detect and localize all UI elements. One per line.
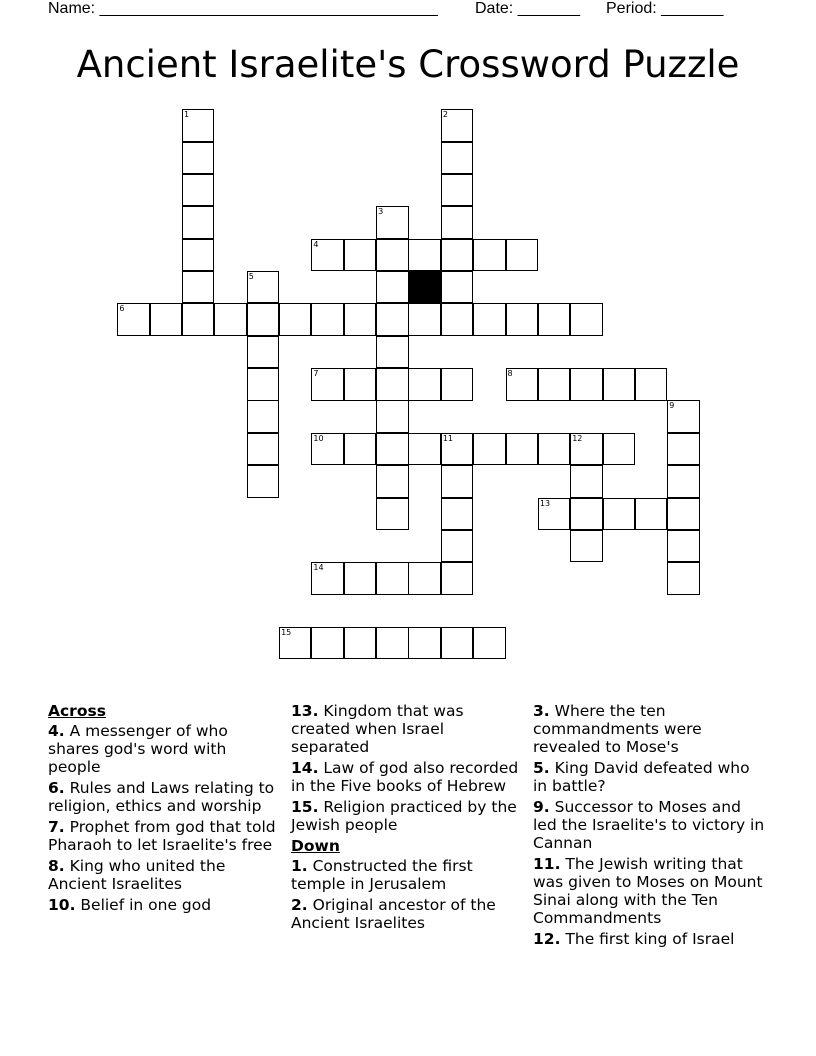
clue-number: 9 xyxy=(669,401,675,411)
grid-cell[interactable] xyxy=(376,368,408,400)
grid-cell[interactable] xyxy=(279,303,311,335)
grid-cell[interactable] xyxy=(667,433,699,465)
clue-number: 4 xyxy=(313,239,319,249)
grid-cell[interactable] xyxy=(635,498,667,530)
grid-cell[interactable] xyxy=(667,562,699,594)
grid-cell[interactable] xyxy=(570,433,602,465)
clue-item xyxy=(291,702,523,756)
grid-cell[interactable] xyxy=(441,498,473,530)
clue-number-label: 7. xyxy=(48,818,65,836)
clue-item xyxy=(48,818,280,854)
name-field[interactable]: Name: ______________________________________ xyxy=(48,0,438,17)
grid-cell[interactable] xyxy=(182,109,214,141)
clue-item xyxy=(533,759,765,795)
grid-cell[interactable] xyxy=(441,368,473,400)
grid-cell[interactable] xyxy=(376,303,408,335)
puzzle-title: Ancient Israelite's Crossword Puzzle xyxy=(76,43,740,86)
clue-column-2 xyxy=(291,702,523,935)
grid-cell[interactable] xyxy=(311,627,343,659)
grid-cell[interactable] xyxy=(247,368,279,400)
grid-cell[interactable] xyxy=(667,465,699,497)
grid-cell[interactable] xyxy=(441,303,473,335)
grid-cell[interactable] xyxy=(538,368,570,400)
grid-cell[interactable] xyxy=(570,368,602,400)
grid-cell[interactable] xyxy=(247,400,279,432)
grid-cell[interactable] xyxy=(376,433,408,465)
grid-cell[interactable] xyxy=(570,303,602,335)
grid-cell[interactable] xyxy=(117,303,149,335)
grid-cell[interactable] xyxy=(376,400,408,432)
grid-cell[interactable] xyxy=(441,206,473,238)
grid-cell[interactable] xyxy=(311,368,343,400)
grid-cell[interactable] xyxy=(344,239,376,271)
date-field[interactable]: Date: _______ xyxy=(475,0,580,17)
grid-cell[interactable] xyxy=(408,368,440,400)
grid-cell[interactable] xyxy=(376,239,408,271)
grid-cell[interactable] xyxy=(667,530,699,562)
grid-cell[interactable] xyxy=(150,303,182,335)
grid-cell[interactable] xyxy=(441,142,473,174)
grid-cell[interactable] xyxy=(376,271,408,303)
grid-cell[interactable] xyxy=(506,368,538,400)
grid-cell[interactable] xyxy=(376,465,408,497)
clue-number: 12 xyxy=(572,433,583,443)
grid-cell[interactable] xyxy=(603,498,635,530)
grid-cell[interactable] xyxy=(182,174,214,206)
clue-number: 10 xyxy=(313,433,324,443)
grid-cell[interactable] xyxy=(538,433,570,465)
grid-cell[interactable] xyxy=(473,433,505,465)
grid-cell[interactable] xyxy=(344,562,376,594)
period-field[interactable]: Period: _______ xyxy=(606,0,724,17)
clue-number-label: 12. xyxy=(533,930,561,948)
grid-cell[interactable] xyxy=(667,498,699,530)
clue-number-label: 4. xyxy=(48,722,65,740)
clue-item xyxy=(48,722,280,776)
clue-number: 5 xyxy=(248,272,254,282)
grid-cell[interactable] xyxy=(538,498,570,530)
clue-number-label: 8. xyxy=(48,857,65,875)
clue-item xyxy=(533,930,765,948)
clue-number-label: 1. xyxy=(291,857,308,875)
grid-cell[interactable] xyxy=(506,303,538,335)
across-heading: Across xyxy=(48,702,106,720)
grid-cell[interactable] xyxy=(182,303,214,335)
clue-item xyxy=(533,702,765,756)
clue-text: King who united the Ancient Israelites xyxy=(48,857,226,893)
grid-cell[interactable] xyxy=(376,627,408,659)
clue-text: Where the ten commandments were revealed to Mose's xyxy=(533,702,702,756)
clue-number-label: 13. xyxy=(291,702,319,720)
clue-item xyxy=(291,759,523,795)
grid-cell[interactable] xyxy=(311,303,343,335)
clue-item xyxy=(48,896,280,914)
clue-text: Religion practiced by the Jewish people xyxy=(291,798,517,834)
grid-cell[interactable] xyxy=(311,239,343,271)
grid-cell[interactable] xyxy=(441,433,473,465)
clue-number: 14 xyxy=(313,563,324,573)
grid-cell[interactable] xyxy=(344,627,376,659)
clue-item xyxy=(48,779,280,815)
clue-item xyxy=(291,896,523,932)
grid-cell[interactable] xyxy=(344,433,376,465)
grid-cell[interactable] xyxy=(441,465,473,497)
clue-number-label: 3. xyxy=(533,702,550,720)
grid-cell[interactable] xyxy=(311,562,343,594)
clue-text: Constructed the first temple in Jerusalem xyxy=(291,857,473,893)
clue-number-label: 15. xyxy=(291,798,319,816)
grid-cell[interactable] xyxy=(344,368,376,400)
clue-text: A messenger of who shares god's word with people xyxy=(48,722,228,776)
clue-item xyxy=(48,857,280,893)
clue-text: Law of god also recorded in the Five books of Hebrew xyxy=(291,759,519,795)
clue-number-label: 6. xyxy=(48,779,65,797)
clue-text: Original ancestor of the Ancient Israelites xyxy=(291,896,496,932)
grid-cell[interactable] xyxy=(473,303,505,335)
clue-item xyxy=(533,798,765,852)
clue-text: The Jewish writing that was given to Moses on Mount Sinai along with the Ten Commandments xyxy=(533,855,763,927)
clue-number: 7 xyxy=(313,369,319,379)
down-heading: Down xyxy=(291,837,340,855)
clue-number: 15 xyxy=(281,627,292,637)
clue-number-label: 10. xyxy=(48,896,76,914)
clue-number-label: 2. xyxy=(291,896,308,914)
clue-item xyxy=(291,857,523,893)
grid-cell[interactable] xyxy=(408,433,440,465)
grid-cell[interactable] xyxy=(667,400,699,432)
grid-cell[interactable] xyxy=(603,368,635,400)
grid-cell[interactable] xyxy=(441,562,473,594)
grid-cell[interactable] xyxy=(376,206,408,238)
clue-column-1 xyxy=(48,702,280,917)
grid-cell[interactable] xyxy=(441,239,473,271)
clue-item xyxy=(291,798,523,834)
clue-number-label: 14. xyxy=(291,759,319,777)
grid-cell[interactable] xyxy=(603,433,635,465)
clue-number-label: 9. xyxy=(533,798,550,816)
grid-cell[interactable] xyxy=(441,109,473,141)
grid-cell[interactable] xyxy=(344,303,376,335)
grid-cell[interactable] xyxy=(635,368,667,400)
clue-number: 6 xyxy=(119,304,125,314)
grid-cell[interactable] xyxy=(182,206,214,238)
grid-cell[interactable] xyxy=(247,271,279,303)
clue-number-label: 5. xyxy=(533,759,550,777)
clue-number: 13 xyxy=(539,498,551,508)
clue-text: Kingdom that was created when Israel separated xyxy=(291,702,464,756)
clue-text: Belief in one god xyxy=(75,896,212,914)
grid-cell[interactable] xyxy=(441,271,473,303)
clue-number: 2 xyxy=(442,110,448,120)
clue-number: 1 xyxy=(184,110,190,120)
grid-cell[interactable] xyxy=(408,239,440,271)
clue-number: 8 xyxy=(507,369,513,379)
black-cell xyxy=(408,271,440,303)
grid-cell[interactable] xyxy=(473,239,505,271)
grid-cell[interactable] xyxy=(473,627,505,659)
grid-cell[interactable] xyxy=(408,627,440,659)
grid-cell[interactable] xyxy=(214,303,246,335)
grid-cell[interactable] xyxy=(182,271,214,303)
grid-cell[interactable] xyxy=(376,336,408,368)
grid-cell[interactable] xyxy=(376,562,408,594)
grid-cell[interactable] xyxy=(570,465,602,497)
grid-cell[interactable] xyxy=(408,303,440,335)
grid-cell[interactable] xyxy=(538,303,570,335)
clue-number: 11 xyxy=(442,433,453,443)
grid-cell[interactable] xyxy=(441,627,473,659)
grid-cell[interactable] xyxy=(247,433,279,465)
clue-number: 3 xyxy=(378,207,384,217)
grid-cell[interactable] xyxy=(376,498,408,530)
grid-cell[interactable] xyxy=(506,239,538,271)
clue-column-3 xyxy=(533,702,765,951)
grid-cell[interactable] xyxy=(182,239,214,271)
clue-text: The first king of Israel xyxy=(560,930,735,948)
grid-cell[interactable] xyxy=(408,562,440,594)
grid-cell[interactable] xyxy=(247,303,279,335)
grid-cell[interactable] xyxy=(441,174,473,206)
clue-text: King David defeated who in battle? xyxy=(533,759,750,795)
clue-number-label: 11. xyxy=(533,855,561,873)
grid-cell[interactable] xyxy=(279,627,311,659)
clue-text: Rules and Laws relating to religion, ethics and worship xyxy=(48,779,275,815)
grid-cell[interactable] xyxy=(182,142,214,174)
clue-text: Successor to Moses and led the Israelite's to victory in Cannan xyxy=(533,798,765,852)
grid-cell[interactable] xyxy=(247,336,279,368)
clue-item xyxy=(533,855,765,927)
clue-text: Prophet from god that told Pharaoh to let Israelite's free xyxy=(48,818,276,854)
grid-cell[interactable] xyxy=(506,433,538,465)
grid-cell[interactable] xyxy=(247,465,279,497)
grid-cell[interactable] xyxy=(570,530,602,562)
grid-cell[interactable] xyxy=(570,498,602,530)
grid-cell[interactable] xyxy=(441,530,473,562)
grid-cell[interactable] xyxy=(311,433,343,465)
